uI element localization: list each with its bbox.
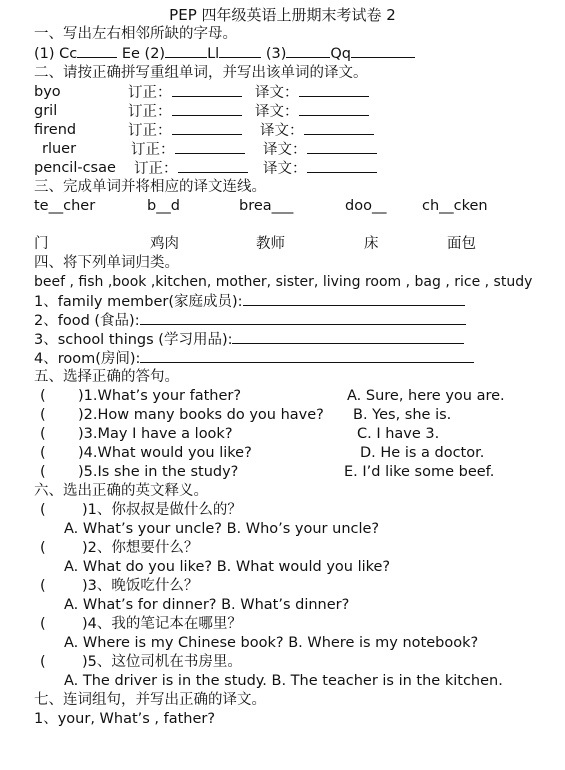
s3-meaning-1: 门 [34,236,49,252]
section-1-row [34,44,415,63]
s3-word-2: b__d [147,198,180,214]
open-paren: ( [40,616,46,632]
s5-question-row-4 [40,444,252,462]
s3-word-3: brea___ [239,198,294,214]
s6-question: 1、你叔叔是做什么的？ [87,502,242,518]
s4-cat-label: 4、room(房间): [34,351,141,367]
s4-wordlist: beef , fish ,book ,kitchen, mother, sister, living room , bag , rice , study [34,274,533,290]
s1-blank-2[interactable] [165,44,207,58]
s1-blank-4[interactable] [286,44,330,58]
s6-question-row-1 [40,501,242,519]
close-paren: ) [78,426,84,442]
s3-meaning-4: 床 [364,236,379,252]
s2-word-3: firend [34,122,77,138]
s4-cat-label: 1、family member(家庭成员): [34,294,243,310]
s6-options-1: A. What’s your uncle? B. Who’s your uncle? [64,521,380,537]
answer-paren[interactable] [40,539,82,557]
s5-question: 1.What’s your father? [83,388,242,404]
s2-word-4: rluer [42,141,77,157]
s2-correct-row-4 [131,140,245,159]
correct-blank[interactable] [172,102,242,116]
s4-cat-label: 2、food (食品): [34,313,140,329]
correct-label: 订正： [128,104,172,120]
s2-translate-row-2 [255,102,369,121]
s3-word-4: doo__ [345,198,387,214]
answer-paren[interactable] [40,425,78,443]
close-paren: ) [78,407,84,423]
translate-blank[interactable] [307,140,377,154]
s5-question-row-2 [40,406,324,424]
correct-blank[interactable] [172,121,242,135]
s5-question: 4.What would you like? [83,445,252,461]
answer-paren[interactable] [40,615,82,633]
s2-translate-row-3 [260,121,374,140]
s6-question-row-3 [40,577,198,595]
s5-answer-2: B. Yes, she is. [353,407,452,423]
s4-cat-blank[interactable] [140,311,466,325]
translate-blank[interactable] [304,121,374,135]
s5-question-row-5 [40,463,238,481]
answer-paren[interactable] [40,387,78,405]
s6-question: 4、我的笔记本在哪里？ [87,616,242,632]
s2-translate-row-5 [263,159,377,178]
answer-paren[interactable] [40,406,78,424]
close-paren: ) [82,654,88,670]
s5-question-row-1 [40,387,241,405]
s6-question-row-2 [40,539,198,557]
section-3-heading: 三、完成单词并将相应的译文连线。 [34,179,266,195]
open-paren: ( [40,426,46,442]
close-paren: ) [82,616,88,632]
open-paren: ( [40,578,46,594]
open-paren: ( [40,464,46,480]
s3-word-1: te__cher [34,198,96,214]
section-7-heading: 七、连词组句，并写出正确的译文。 [34,692,266,708]
translate-blank[interactable] [307,159,377,173]
open-paren: ( [40,654,46,670]
s5-question: 3.May I have a look? [83,426,233,442]
translate-blank[interactable] [299,102,369,116]
close-paren: ) [78,464,84,480]
s6-question-row-4 [40,615,242,633]
translate-label: 译文： [263,142,307,158]
s5-question: 5.Is she in the study? [83,464,239,480]
open-paren: ( [40,407,46,423]
s4-cat-row-2 [34,311,466,330]
s4-cat-blank[interactable] [243,292,465,306]
s4-cat-blank[interactable] [140,349,474,363]
s1-item-4: (3) [265,46,287,62]
correct-blank[interactable] [172,83,242,97]
s1-blank-1[interactable] [77,44,117,58]
s5-question: 2.How many books do you have? [83,407,324,423]
section-2-heading: 二、请按正确拼写重组单词，并写出该单词的译文。 [34,65,368,81]
answer-paren[interactable] [40,463,78,481]
open-paren: ( [40,445,46,461]
s4-cat-row-1 [34,292,465,311]
s3-word-5: ch__cken [422,198,488,214]
s7-item-1: 1、your, What’s , father? [34,711,216,727]
translate-label: 译文： [263,161,307,177]
section-1-heading: 一、写出左右相邻所缺的字母。 [34,26,237,42]
translate-label: 译文： [260,123,304,139]
s1-blank-5[interactable] [351,44,415,58]
section-5-heading: 五、选择正确的答句。 [34,369,179,385]
open-paren: ( [40,388,46,404]
s6-question: 5、这位司机在书房里。 [87,654,242,670]
s1-item-5: Qq [330,46,351,62]
answer-paren[interactable] [40,444,78,462]
s1-item-1: (1) Cc [34,46,78,62]
close-paren: ) [82,540,88,556]
close-paren: ) [78,388,84,404]
correct-blank[interactable] [175,140,245,154]
correct-blank[interactable] [178,159,248,173]
s5-answer-1: A. Sure, here you are. [347,388,505,404]
open-paren: ( [40,502,46,518]
s4-cat-row-3 [34,330,464,349]
s1-item-3: Ll [207,46,220,62]
s4-cat-label: 3、school things (学习用品): [34,332,233,348]
answer-paren[interactable] [40,653,82,671]
correct-label: 订正： [134,161,178,177]
s6-options-3: A. What’s for dinner? B. What’s dinner? [64,597,350,613]
correct-label: 订正： [128,123,172,139]
s4-cat-row-4 [34,349,474,368]
s1-blank-3[interactable] [219,44,261,58]
s3-meaning-3: 教师 [256,236,285,252]
correct-label: 订正： [128,85,172,101]
s2-word-2: gril [34,103,58,119]
s5-answer-3: C. I have 3. [357,426,440,442]
close-paren: ) [78,445,84,461]
open-paren: ( [40,540,46,556]
close-paren: ) [82,502,88,518]
s6-question: 3、晚饭吃什么？ [87,578,199,594]
s6-question-row-5 [40,653,242,671]
s2-translate-row-4 [263,140,377,159]
translate-blank[interactable] [299,83,369,97]
correct-label: 订正： [131,142,175,158]
s4-cat-blank[interactable] [232,330,464,344]
s3-meaning-2: 鸡肉 [150,236,179,252]
section-4-heading: 四、将下列单词归类。 [34,255,179,271]
answer-paren[interactable] [40,501,82,519]
answer-paren[interactable] [40,577,82,595]
s2-translate-row-1 [255,83,369,102]
translate-label: 译文： [255,104,299,120]
s6-options-4: A. Where is my Chinese book? B. Where is my notebook? [64,635,479,651]
s6-question: 2、你想要什么？ [87,540,199,556]
s2-correct-row-1 [128,83,242,102]
s5-answer-5: E. I’d like some beef. [344,464,495,480]
s2-correct-row-2 [128,102,242,121]
s2-correct-row-3 [128,121,242,140]
section-6-heading: 六、选出正确的英文释义。 [34,483,208,499]
s6-options-2: A. What do you like? B. What would you like? [64,559,391,575]
translate-label: 译文： [255,85,299,101]
s1-item-2: Ee (2) [121,46,166,62]
s5-question-row-3 [40,425,233,443]
s2-word-5: pencil-csae [34,160,116,176]
close-paren: ) [82,578,88,594]
s2-word-1: byo [34,84,61,100]
s3-meaning-5: 面包 [447,236,476,252]
s6-options-5: A. The driver is in the study. B. The teacher is in the kitchen. [64,673,503,689]
s5-answer-4: D. He is a doctor. [360,445,485,461]
page-title: PEP 四年级英语上册期末考试卷 2 [169,6,396,24]
s2-correct-row-5 [134,159,248,178]
